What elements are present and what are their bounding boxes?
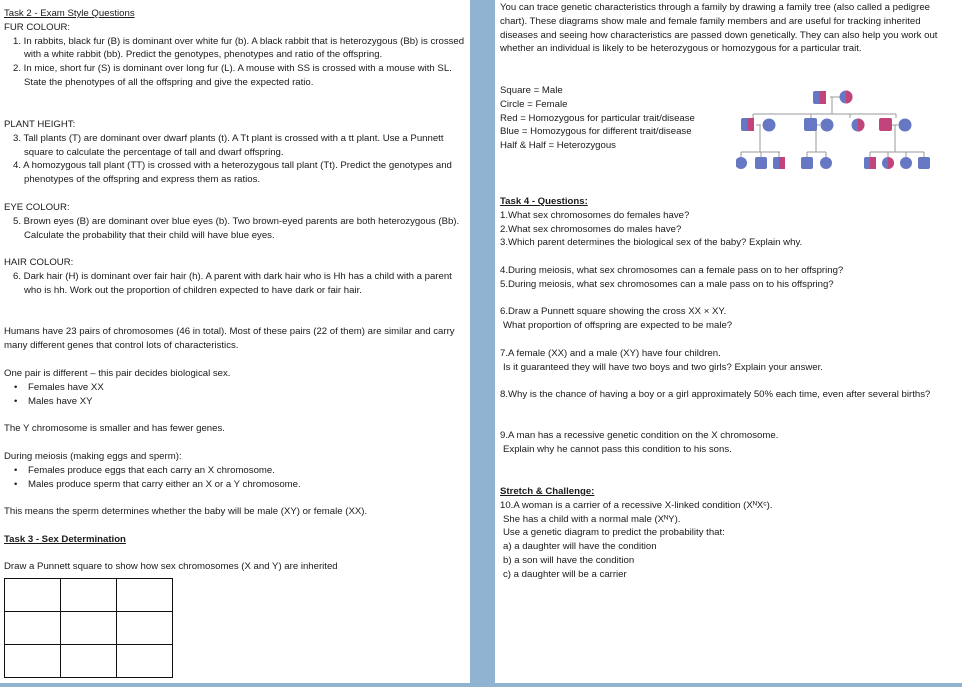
bullet-males: • Males have XY: [4, 395, 466, 409]
intro-text: You can trace genetic characteristics through a family by drawing a family tree (also called a pedigree chart). These diagrams show male and female family members and are useful for tracking inherited diseases and seeing how characteristics are passed down genetically. They can also help you work out whether an individual is likely to be heterozygous or homozygous for a particular trait.: [500, 2, 938, 55]
task3-instruction: Draw a Punnett square to show how sex chromosomes (X and Y) are inherited: [4, 561, 338, 572]
task4-q7-part-b: Is it guaranteed they will have two boys and two girls? Explain your answer.: [503, 361, 823, 373]
info-sperm-determines: This means the sperm determines whether the baby will be male (XY) or female (XX).: [4, 506, 368, 517]
punnett-cell[interactable]: [61, 612, 117, 645]
task3-title: Task 3 - Sex Determination: [4, 534, 126, 545]
hair-heading: HAIR COLOUR:: [4, 257, 74, 268]
info-y-chromosome: The Y chromosome is smaller and has fewer genes.: [4, 423, 225, 434]
task4-q9: 9.A man has a recessive genetic condition on the X chromosome.: [500, 430, 779, 441]
stretch-q10: 10.A woman is a carrier of a recessive X-linked condition (XᴺXᶜ).: [500, 499, 773, 511]
key-red: Red = Homozygous for particular trait/disease: [500, 112, 695, 124]
plant-height-section: [4, 118, 466, 187]
task4-q8-block: [500, 388, 959, 402]
stretch-q10-child: She has a child with a normal male (XᴺY).: [503, 513, 681, 525]
task4-q7: 7.A female (XX) and a male (XY) have four children.: [500, 348, 721, 359]
punnett-cell[interactable]: [5, 645, 61, 678]
task2-section: [4, 7, 466, 90]
task4-title: Task 4 - Questions:: [500, 196, 588, 207]
task4-q8: 8.Why is the chance of having a boy or a girl approximately 50% each time, even after several births?: [500, 389, 931, 400]
gen1-father-square: [813, 91, 826, 104]
task3-instruction-block: [4, 560, 466, 574]
gen3-child-3: [773, 157, 785, 169]
eye-heading: EYE COLOUR:: [4, 202, 70, 213]
chromosome-info: [4, 325, 466, 353]
y-info: [4, 422, 466, 436]
gen3-child-6: [864, 157, 876, 169]
pedigree-intro: [500, 1, 959, 56]
key-square: Square = Male: [500, 85, 563, 96]
gen3-child-2: [755, 157, 767, 169]
question-6: 6. Dark hair (H) is dominant over fair hair (h). A parent with dark hair who is Hh has a child with a parent who is hh. Work out the proportion of children expected to have dark or fair hair.: [13, 270, 452, 296]
height-heading: PLANT HEIGHT:: [4, 119, 76, 130]
punnett-cell[interactable]: [117, 612, 173, 645]
task2-title: Task 2 - Exam Style Questions: [4, 8, 135, 19]
stretch-q10-part-b: b) a son will have the condition: [503, 554, 635, 566]
task4-q3: 3.Which parent determines the biological sex of the baby? Explain why.: [500, 237, 803, 249]
pedigree-key: [500, 84, 736, 153]
question-1: 1. In rabbits, black fur (B) is dominant over white fur (b). A black rabbit that is heterozygous (Bb) is crossed with a white rabbit (bb). Predict the genotypes, phenotypes and ratio of the offspring.: [13, 35, 465, 61]
gen3-child-8: [900, 157, 912, 169]
stretch-title: Stretch & Challenge:: [500, 486, 595, 497]
sex-pair-info: [4, 367, 466, 408]
gen2-male-3: [879, 118, 892, 131]
info-sex-pair: One pair is different – this pair decides biological sex.: [4, 368, 231, 379]
gen2-male-2: [804, 118, 817, 131]
task4-q9-part-b: Explain why he cannot pass this condition to his sons.: [503, 443, 732, 455]
gen3-child-7: [882, 157, 894, 169]
question-3: 3. Tall plants (T) are dominant over dwarf plants (t). A Tt plant is crossed with a tt plant. Use a Punnett square to calculate the percentage of tall and dwarf offspring.: [13, 132, 444, 158]
question-4: 4. A homozygous tall plant (TT) is crossed with a heterozygous tall plant (Tt). Predict the genotypes and phenotypes of the offspring and express them as ratios.: [13, 160, 452, 186]
punnett-cell[interactable]: [117, 645, 173, 678]
task4-q6-block: [500, 305, 959, 333]
bullet-sperm: • Males produce sperm that carry either an X or a Y chromosome.: [4, 478, 466, 492]
task4-q4: 4.During meiosis, what sex chromosomes can a female pass on to her offspring?: [500, 265, 844, 276]
gen2-male-1: [741, 118, 754, 131]
key-blue: Blue = Homozygous for different trait/disease: [500, 126, 692, 138]
fur-heading: FUR COLOUR:: [4, 21, 71, 33]
stretch-section: [500, 485, 959, 582]
eye-colour-section: [4, 201, 466, 242]
gen2-female-4: [899, 119, 912, 132]
punnett-cell[interactable]: [117, 579, 173, 612]
info-pairs: Humans have 23 pairs of chromosomes (46 in total). Most of these pairs (22 of them) are similar and carry many different genes that control lots of characteristics.: [4, 326, 455, 351]
stretch-q10-instruction: Use a genetic diagram to predict the probability that:: [503, 527, 725, 539]
task4-q5: 5.During meiosis, what sex chromosomes can a male pass on to his offspring?: [500, 278, 834, 290]
punnett-cell[interactable]: [5, 579, 61, 612]
gen3-child-4: [801, 157, 813, 169]
meiosis-info: [4, 450, 466, 491]
gen2-female-2: [821, 119, 834, 132]
info-meiosis: During meiosis (making eggs and sperm):: [4, 451, 182, 462]
task4-q6-part-b: What proportion of offspring are expected to be male?: [503, 319, 733, 331]
task4-meiosis-questions: [500, 264, 959, 292]
hair-colour-section: [4, 256, 466, 297]
task4-q9-block: [500, 429, 959, 457]
punnett-cell[interactable]: [5, 612, 61, 645]
key-half: Half & Half = Heterozygous: [500, 140, 616, 152]
gen3-child-1: [736, 157, 747, 169]
question-2: 2. In mice, short fur (S) is dominant over long fur (L). A mouse with SS is crossed with a mouse with SL. State the phenotypes of all the offspring and give the expected ratio.: [13, 63, 452, 88]
question-5: 5. Brown eyes (B) are dominant over blue eyes (b). Two brown-eyed parents are both heterozygous (Bb). Calculate the probability that their child will have blue eyes.: [13, 215, 460, 241]
task4-section: [500, 195, 959, 250]
pedigree-chart: [736, 86, 936, 174]
gen1-mother-circle: [840, 91, 853, 104]
gen3-child-5: [820, 157, 832, 169]
task4-q2: 2.What sex chromosomes do males have?: [500, 223, 682, 235]
gen3-child-9: [918, 157, 930, 169]
task3-section: [4, 533, 466, 547]
stretch-q10-part-a: a) a daughter will have the condition: [503, 541, 657, 553]
task4-q1: 1.What sex chromosomes do females have?: [500, 209, 690, 221]
task4-q6: 6.Draw a Punnett square showing the cross XX × XY.: [500, 306, 727, 317]
punnett-cell[interactable]: [61, 645, 117, 678]
sperm-info: [4, 505, 466, 519]
left-page: [0, 0, 470, 683]
bullet-eggs: • Females produce eggs that each carry an X chromosome.: [4, 464, 466, 478]
gen2-female-1: [763, 119, 776, 132]
stretch-q10-part-c: c) a daughter will be a carrier: [503, 568, 627, 580]
key-circle: Circle = Female: [500, 98, 568, 110]
bullet-females: • Females have XX: [4, 381, 466, 395]
punnett-square[interactable]: [4, 578, 173, 678]
gen2-female-3: [852, 119, 865, 132]
punnett-cell[interactable]: [61, 579, 117, 612]
task4-q7-block: [500, 347, 959, 375]
